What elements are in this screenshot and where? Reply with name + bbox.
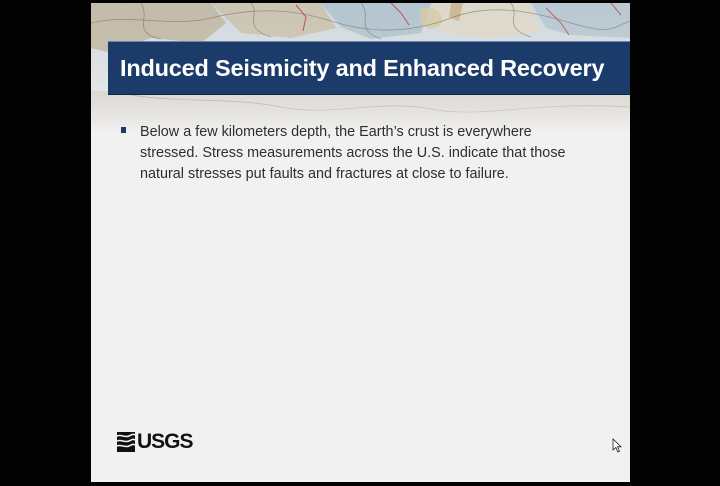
bullet-item [121,122,601,185]
slide-title: Induced Seismicity and Enhanced Recovery [120,54,605,81]
presentation-slide [91,3,630,482]
mouse-pointer-icon [612,438,622,453]
usgs-logo-text: USGS [137,430,193,453]
bullet-square-icon [121,127,126,133]
title-bar [108,41,630,94]
bullet-text: Below a few kilometers depth, the Earth’s crust is everywhere stressed. Stress measurements across the U.S. indicate that those natural stresses put faults and fractures at close to failure. [140,124,566,182]
usgs-logo [117,431,193,453]
usgs-logo-mark-icon [117,432,135,452]
bullet-list [121,122,601,185]
